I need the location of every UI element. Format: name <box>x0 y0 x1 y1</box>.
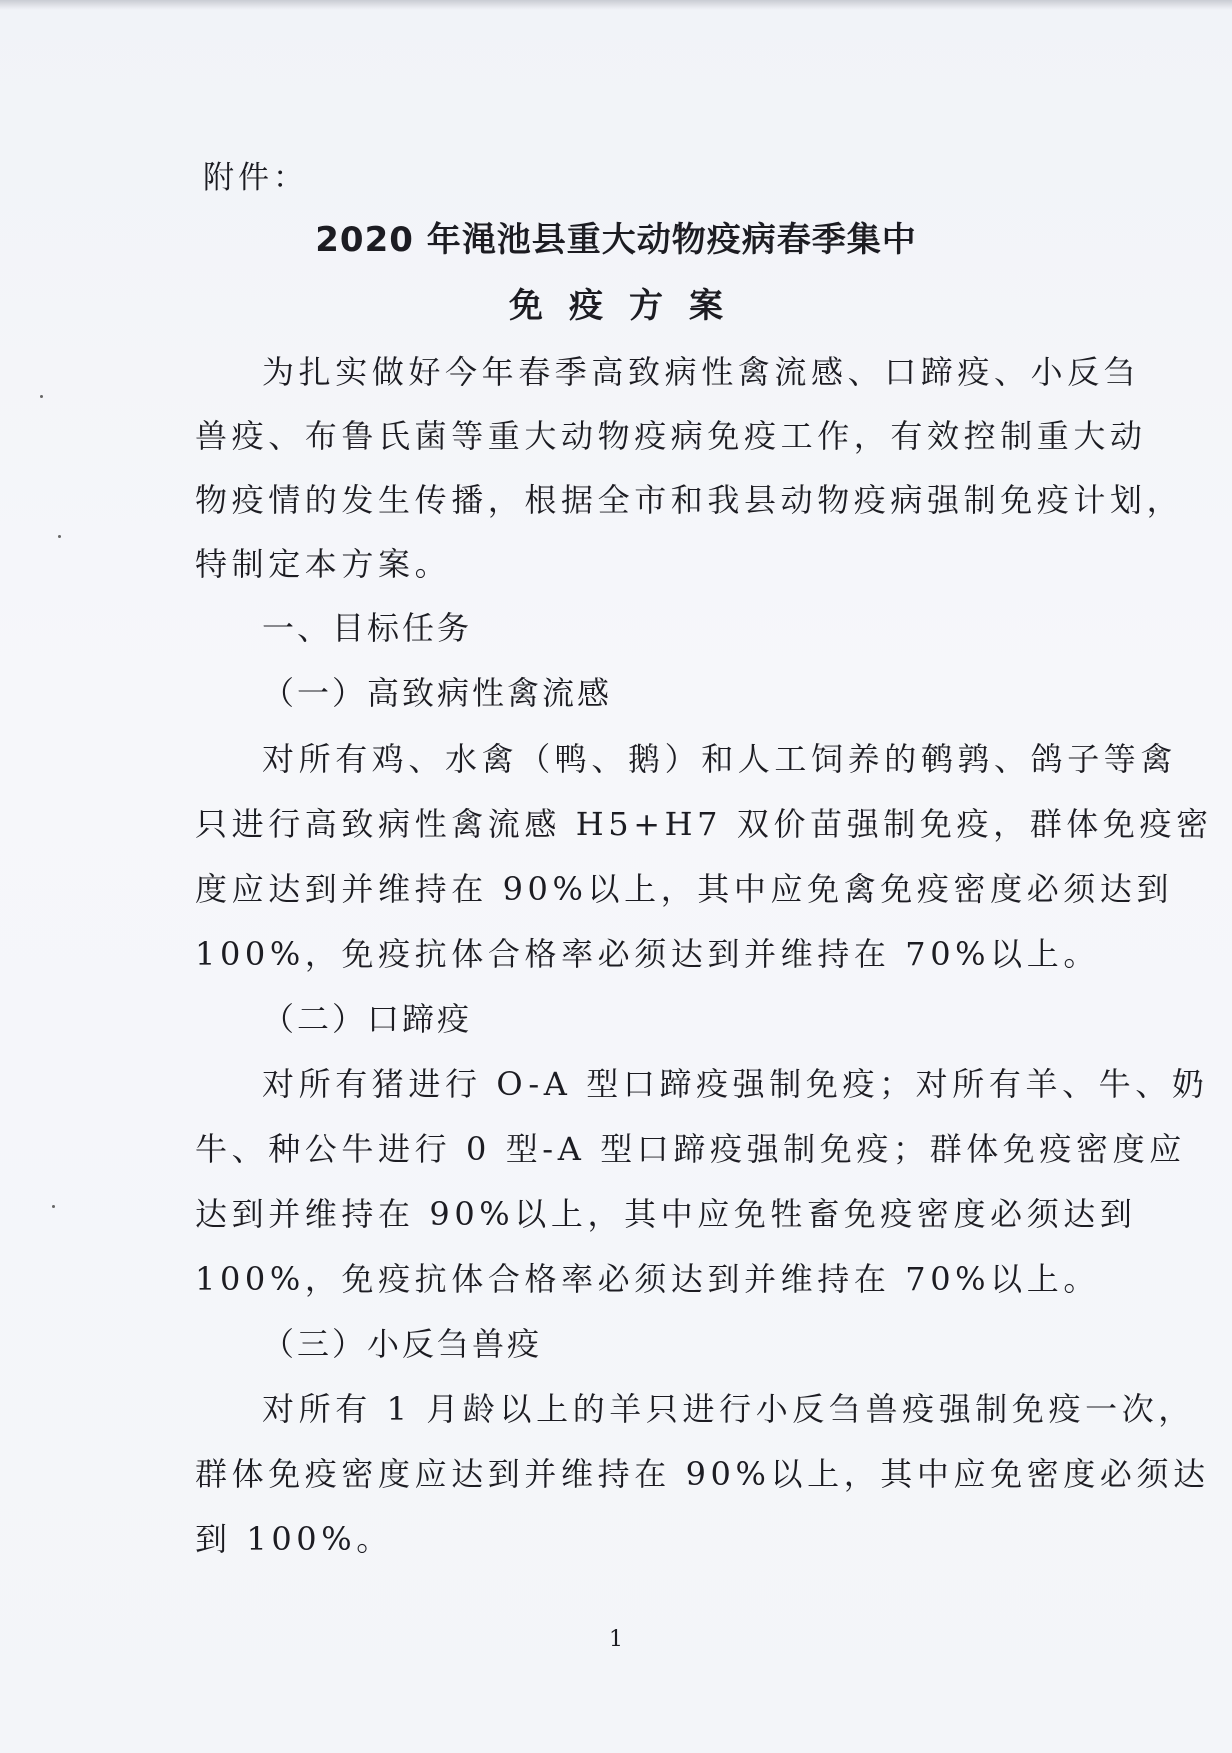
subsection-heading: （一）高致病性禽流感 <box>262 674 613 712</box>
paragraph-line: 群体免疫密度应达到并维持在 90%以上，其中应免密度必须达 <box>195 1455 1210 1493</box>
attachment-label: 附件： <box>203 160 308 196</box>
paragraph-line: 为扎实做好今年春季高致病性禽流感、口蹄疫、小反刍 <box>262 353 1141 391</box>
document-title-line1: 2020 年渑池县重大动物疫病春季集中 <box>315 220 917 260</box>
subsection-heading: （三）小反刍兽疫 <box>262 1325 543 1363</box>
paragraph-line: 达到并维持在 90%以上，其中应免牲畜免疫密度必须达到 <box>195 1195 1137 1233</box>
scan-speck <box>40 395 43 398</box>
scan-speck <box>58 535 61 538</box>
paragraph-line: 对所有 1 月龄以上的羊只进行小反刍兽疫强制免疫一次， <box>262 1390 1195 1428</box>
document-title-line2: 免疫方案 <box>509 286 749 326</box>
scan-speck <box>52 1205 55 1208</box>
subsection-heading: （二）口蹄疫 <box>262 1000 473 1038</box>
paragraph-line: 100%，免疫抗体合格率必须达到并维持在 70%以上。 <box>195 1260 1100 1298</box>
scan-edge <box>0 0 1232 10</box>
paragraph-line: 对所有鸡、水禽（鸭、鹅）和人工饲养的鹌鹑、鸽子等禽 <box>262 740 1178 778</box>
paragraph-line: 100%，免疫抗体合格率必须达到并维持在 70%以上。 <box>195 935 1100 973</box>
page-number: 1 <box>609 1627 623 1652</box>
paragraph-line: 到 100%。 <box>195 1520 393 1558</box>
paragraph-line: 特制定本方案。 <box>195 545 452 583</box>
paragraph-line: 牛、种公牛进行 0 型-A 型口蹄疫强制免疫；群体免疫密度应 <box>195 1130 1186 1168</box>
paragraph-line: 度应达到并维持在 90%以上，其中应免禽免疫密度必须达到 <box>195 870 1174 908</box>
paragraph-line: 只进行高致病性禽流感 H5+H7 双价苗强制免疫，群体免疫密 <box>195 805 1213 843</box>
paragraph-line: 物疫情的发生传播，根据全市和我县动物疫病强制免疫计划， <box>195 481 1184 519</box>
paragraph-line: 兽疫、布鲁氏菌等重大动物疫病免疫工作，有效控制重大动 <box>195 417 1147 455</box>
section-heading: 一、目标任务 <box>262 609 473 647</box>
paragraph-line: 对所有猪进行 O-A 型口蹄疫强制免疫；对所有羊、牛、奶 <box>262 1065 1209 1103</box>
